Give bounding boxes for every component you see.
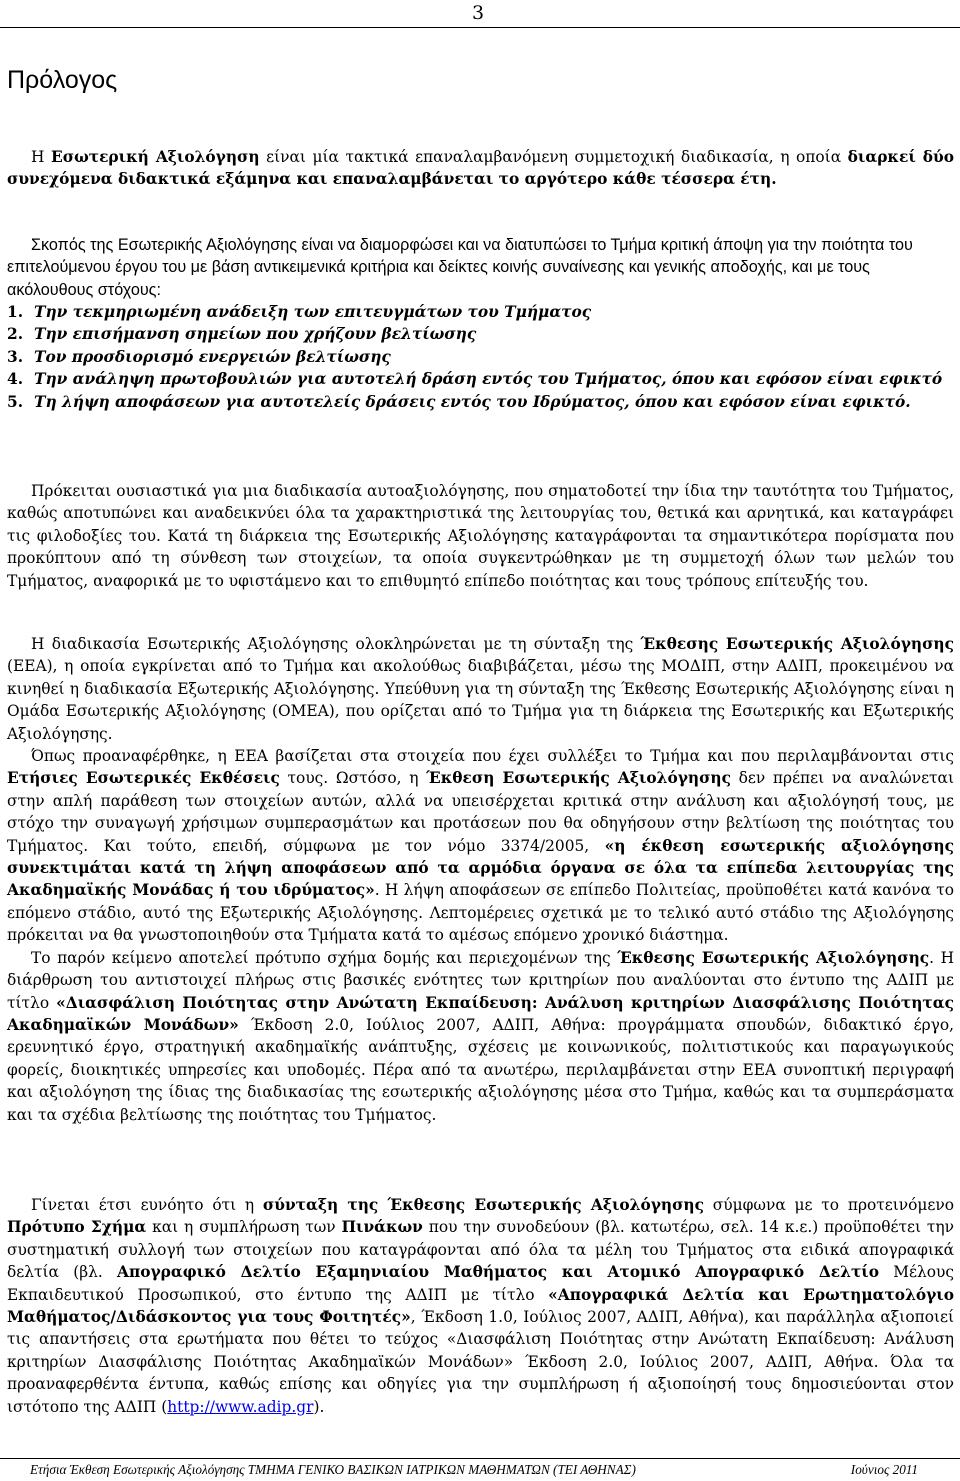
final-term: σύνταξη της Έκθεσης Εσωτερικής Αξιολόγησης: [262, 1196, 704, 1214]
template-text: . Η διάρθρωση του αντιστοιχεί πλήρως στις βασικές ενότητες των κριτηρίων που αναλύονται στο έντυπο της ΑΔΙΠ με τίτλο: [7, 948, 954, 1012]
template-text: Το παρόν κείμενο αποτελεί πρότυπο σχήμα δομής και περιεχομένων της: [31, 948, 618, 967]
footer-title: Ετήσια Έκθεση Εσωτερικής Αξιολόγησης ΤΜΗΜΑ ΓΕΝΙΚΟ ΒΑΣΙΚΩΝ ΙΑΤΡΙΚΩΝ ΜΑΘΗΜΑΤΩΝ (ΤΕΙ ΑΘΗΝΑΣ): [30, 1462, 636, 1477]
process-text: (ΕΕΑ), η οποία εγκρίνεται από το Τμήμα και ακολούθως διαβιβάζεται, μέσω της ΜΟΔΙΠ, στην ΑΔΙΠ, προκειμένου να κινηθεί η διαδικασία Εξωτερικής Αξιολόγησης. Υπεύθυνη για τη σύνταξη της Έκθεσης Εσωτερικής Αξιολόγησης είναι η Ομάδα Εσωτερικής Αξιολόγησης (ΟΜΕΑ), που ορίζεται από το Τμήμα για τη διάρκεια της Εσωτερικής και Εξωτερικής Αξιολόγησης.: [7, 657, 954, 743]
goal-item: [7, 301, 954, 323]
final-text: , Έκδοση 1.0, Ιούλιος 2007, ΑΔΙΠ, Αθήνα), και παράλληλα αξιοποιεί τις απαντήσεις στα ερωτήματα που θέτει το τεύχος «Διασφάλιση Ποιότητας στην Ανώτατη Εκπαίδευση: Ανάλυση κριτηρίων Διασφάλισης Ποιότητας Ακαδημαϊκών Μονάδων» Έκδοση 2.0, Ιούλιος 2007, ΑΔΙΠ, Αθήνα. Όλα τα προαναφερθέντα έντυπα, καθώς επίσης και οδηγίες για την συμπλήρωση ή αξιοποίησή τους δημοσιεύονται στον ιστότοπο της ΑΔΙΠ (: [7, 1308, 955, 1416]
report-term: Έκθεση Εσωτερικής Αξιολόγησης: [426, 769, 731, 788]
annual-text: δεν πρέπει να αναλώνεται στην απλή παράθεση των στοιχείων αυτών, αλλά να υπεισέρχεται κριτικά στην ανάλυση και αξιολόγησή τους, με στόχο την συναγωγή χρήσιμων συμπερασμάτων και προτάσεων που θα οδηγήσουν στην βελτίωση της ποιότητας του Τμήματος. Και τούτο, επειδή, σύμφωνα με τον νόμο 3374/2005,: [7, 769, 954, 855]
goal-number: 4.: [7, 370, 24, 389]
page-title: Πρόλογος: [7, 66, 118, 94]
report-term: Έκθεσης Εσωτερικής Αξιολόγησης: [617, 948, 930, 967]
report-term: Έκθεσης Εσωτερικής Αξιολόγησης: [640, 635, 954, 653]
goal-item: [7, 391, 954, 413]
annual-term: Ετήσιες Εσωτερικές Εκθέσεις: [7, 769, 280, 788]
final-text: Μέλους Εκπαιδευτικού Προσωπικού, στο έντυπο της ΑΔΙΠ με τίτλο: [7, 1263, 955, 1304]
page-number: 3: [472, 2, 485, 24]
final-text: ).: [313, 1397, 325, 1416]
publication-title: «Διασφάλιση Ποιότητας στην Ανώτατη Εκπαίδευση: Ανάλυση κριτηρίων Διασφάλισης Ποιότητας Ακαδημαϊκών Μονάδων»: [7, 993, 954, 1034]
goal-text: Τη λήψη αποφάσεων για αυτοτελείς δράσεις εντός του Ιδρύματος, όπου και εφόσον είναι εφικτό.: [34, 392, 911, 411]
goals-list: [7, 301, 954, 413]
final-text: και η συμπλήρωση των: [146, 1218, 342, 1237]
page-footer: [30, 1462, 930, 1478]
footer-rule: [0, 1458, 960, 1459]
final-text: Γίνεται έτσι ευνόητο ότι η: [31, 1196, 263, 1214]
goal-number: 5.: [7, 392, 24, 411]
goal-number: 1.: [7, 303, 24, 321]
intro-paragraph: [7, 146, 954, 191]
final-term: Πρότυπο Σχήμα: [7, 1218, 147, 1237]
goal-text: Τον προσδιορισμό ενεργειών βελτίωσης: [34, 347, 391, 366]
process-paragraphs: [7, 633, 954, 1126]
annual-text: Όπως προαναφέρθηκε, η ΕΕΑ βασίζεται στα στοιχεία που έχει συλλέξει το Τμήμα και που περιλαμβάνονται στις: [31, 747, 954, 766]
process-paragraph: [7, 633, 954, 745]
goals-list-wrapper: [7, 301, 954, 413]
final-text: σύμφωνα με το προτεινόμενο: [704, 1196, 954, 1214]
final-term: Πινάκων: [341, 1218, 423, 1237]
goal-text: Την επισήμανση σημείων που χρήζουν βελτίωσης: [34, 325, 477, 344]
law-quote: «η έκθεση εσωτερικής αξιολόγησης συνεκτιμάται κατά τη λήψη αποφάσεων από τα αρμόδια όργανα σε όλα τα επίπεδα λειτουργίας της Ακαδημαϊκής Μονάδας ή του ιδρύματος»: [7, 836, 954, 900]
self-evaluation-paragraph: [7, 480, 954, 592]
footer-date: Ιούνιος 2011: [850, 1462, 918, 1477]
self-evaluation-text: Πρόκειται ουσιαστικά για μια διαδικασία αυτοαξιολόγησης, που σηματοδοτεί την ίδια την ταυτότητα του Τμήματος, καθώς αποτυπώνει και αναδεικνύει όλα τα χαρακτηριστικά της λειτουργίας του, θετικά και αρνητικά, και καταγράφει τις φιλοδοξίες του. Κατά τη διάρκεια της Εσωτερικής Αξιολόγησης καταγράφονται τα σημαντικότερα πορίσματα που προκύπτουν από τη σύνθεση των στοιχείων, τα οποία συγκεντρώθηκαν με τη συμμετοχή όλων των μελών του Τμήματος, αναφορικά με το υφιστάμενο και το επιθυμητό επίπεδο ποιότητας και τους τρόπους επίτευξής του.: [7, 482, 954, 590]
purpose-paragraph: [7, 234, 954, 301]
annual-text: τους. Ωστόσο, η: [279, 769, 427, 788]
process-text: Η διαδικασία Εσωτερικής Αξιολόγησης ολοκληρώνεται με τη σύνταξη της: [31, 635, 641, 653]
publication-title: «Απογραφικά Δελτία και Ερωτηματολόγιο Μαθήματος/Διδάσκοντος για τους Φοιτητές»: [7, 1285, 955, 1327]
goal-text: Την τεκμηριωμένη ανάδειξη των επιτευγμάτων του Τμήματος: [34, 303, 592, 321]
intro-text: είναι μία τακτικά επαναλαμβανόμενη συμμετοχική διαδικασία, η οποία: [259, 148, 848, 166]
annual-reports-paragraph: [7, 745, 954, 947]
annual-text: . Η λήψη αποφάσεων σε επίπεδο Πολιτείας, προϋποθέτει κατά κανόνα το επόμενο στάδιο, αυτό της Εξωτερικής Αξιολόγησης. Λεπτομέρειες σχετικά με το τελικό αυτό στάδιο της Αξιολόγησης πρόκειται να θα γνωστοποιηθούν στα Τμήματα κατά το αμέσως επόμενο χρονικό διάστημα.: [7, 881, 954, 945]
intro-emphasis: διαρκεί δύο συνεχόμενα διδακτικά εξάμηνα και επαναλαμβάνεται το αργότερο κάθε τέσσερα έτη.: [7, 148, 954, 189]
intro-text: Η: [31, 148, 51, 166]
goal-item: [7, 323, 954, 345]
final-term: Απογραφικό Δελτίο Εξαμηνιαίου Μαθήματος και Ατομικό Απογραφικό Δελτίο: [117, 1263, 880, 1282]
template-paragraph: [7, 947, 954, 1126]
goal-item: [7, 346, 954, 368]
adip-website-link[interactable]: http://www.adip.gr: [167, 1397, 314, 1416]
goal-text: Την ανάληψη πρωτοβουλιών για αυτοτελή δράση εντός του Τμήματος, όπου και εφόσον είναι εφικτό: [34, 370, 943, 389]
template-text: Έκδοση 2.0, Ιούλιος 2007, ΑΔΙΠ, Αθήνα: προγράμματα σπουδών, διδακτικό έργο, ερευνητικό έργο, στρατηγική ακαδημαϊκής ανάπτυξης, σχέσεις με κοινωνικούς, πολιτιστικούς και παραγωγικούς φορείς, διοικητικές υπηρεσίες και υποδομές. Πέρα από τα ανωτέρω, περιλαμβάνεται στην ΕΕΑ συνοπτική περιγραφή και αξιολόγηση της ίδιας της διαδικασίας της εσωτερικής αξιολόγησης μέσα στο Τμήμα, καθώς και τα συμπεράσματα και τα σχέδια βελτίωσης της ποιότητας του Τμήματος.: [7, 1015, 955, 1124]
intro-term: Εσωτερική Αξιολόγηση: [50, 148, 260, 166]
goal-number: 3.: [7, 347, 24, 366]
header-rule: [0, 27, 960, 28]
goal-number: 2.: [7, 325, 24, 344]
final-paragraph: [7, 1194, 954, 1418]
final-text: που την συνοδεύουν (βλ. κατωτέρω, σελ. 14 κ.ε.) προϋποθέτει την συστηματική συλλογή των στοιχείων που καταγράφονται από όλα τα μέλη του Τμήματος στα ειδικά απογραφικά δελτία (βλ.: [7, 1218, 955, 1282]
goal-item: [7, 368, 954, 390]
purpose-text: Σκοπός της Εσωτερικής Αξιολόγησης είναι να διαμορφώσει και να διατυπώσει το Τμήμα κριτική άποψη για την ποιότητα του επιτελούμενου έργου του με βάση αντικειμενικά κριτήρια και δείκτες κοινής συναίνεσης και γενικής αποδοχής, και με τους ακόλουθους στόχους:: [7, 236, 913, 299]
